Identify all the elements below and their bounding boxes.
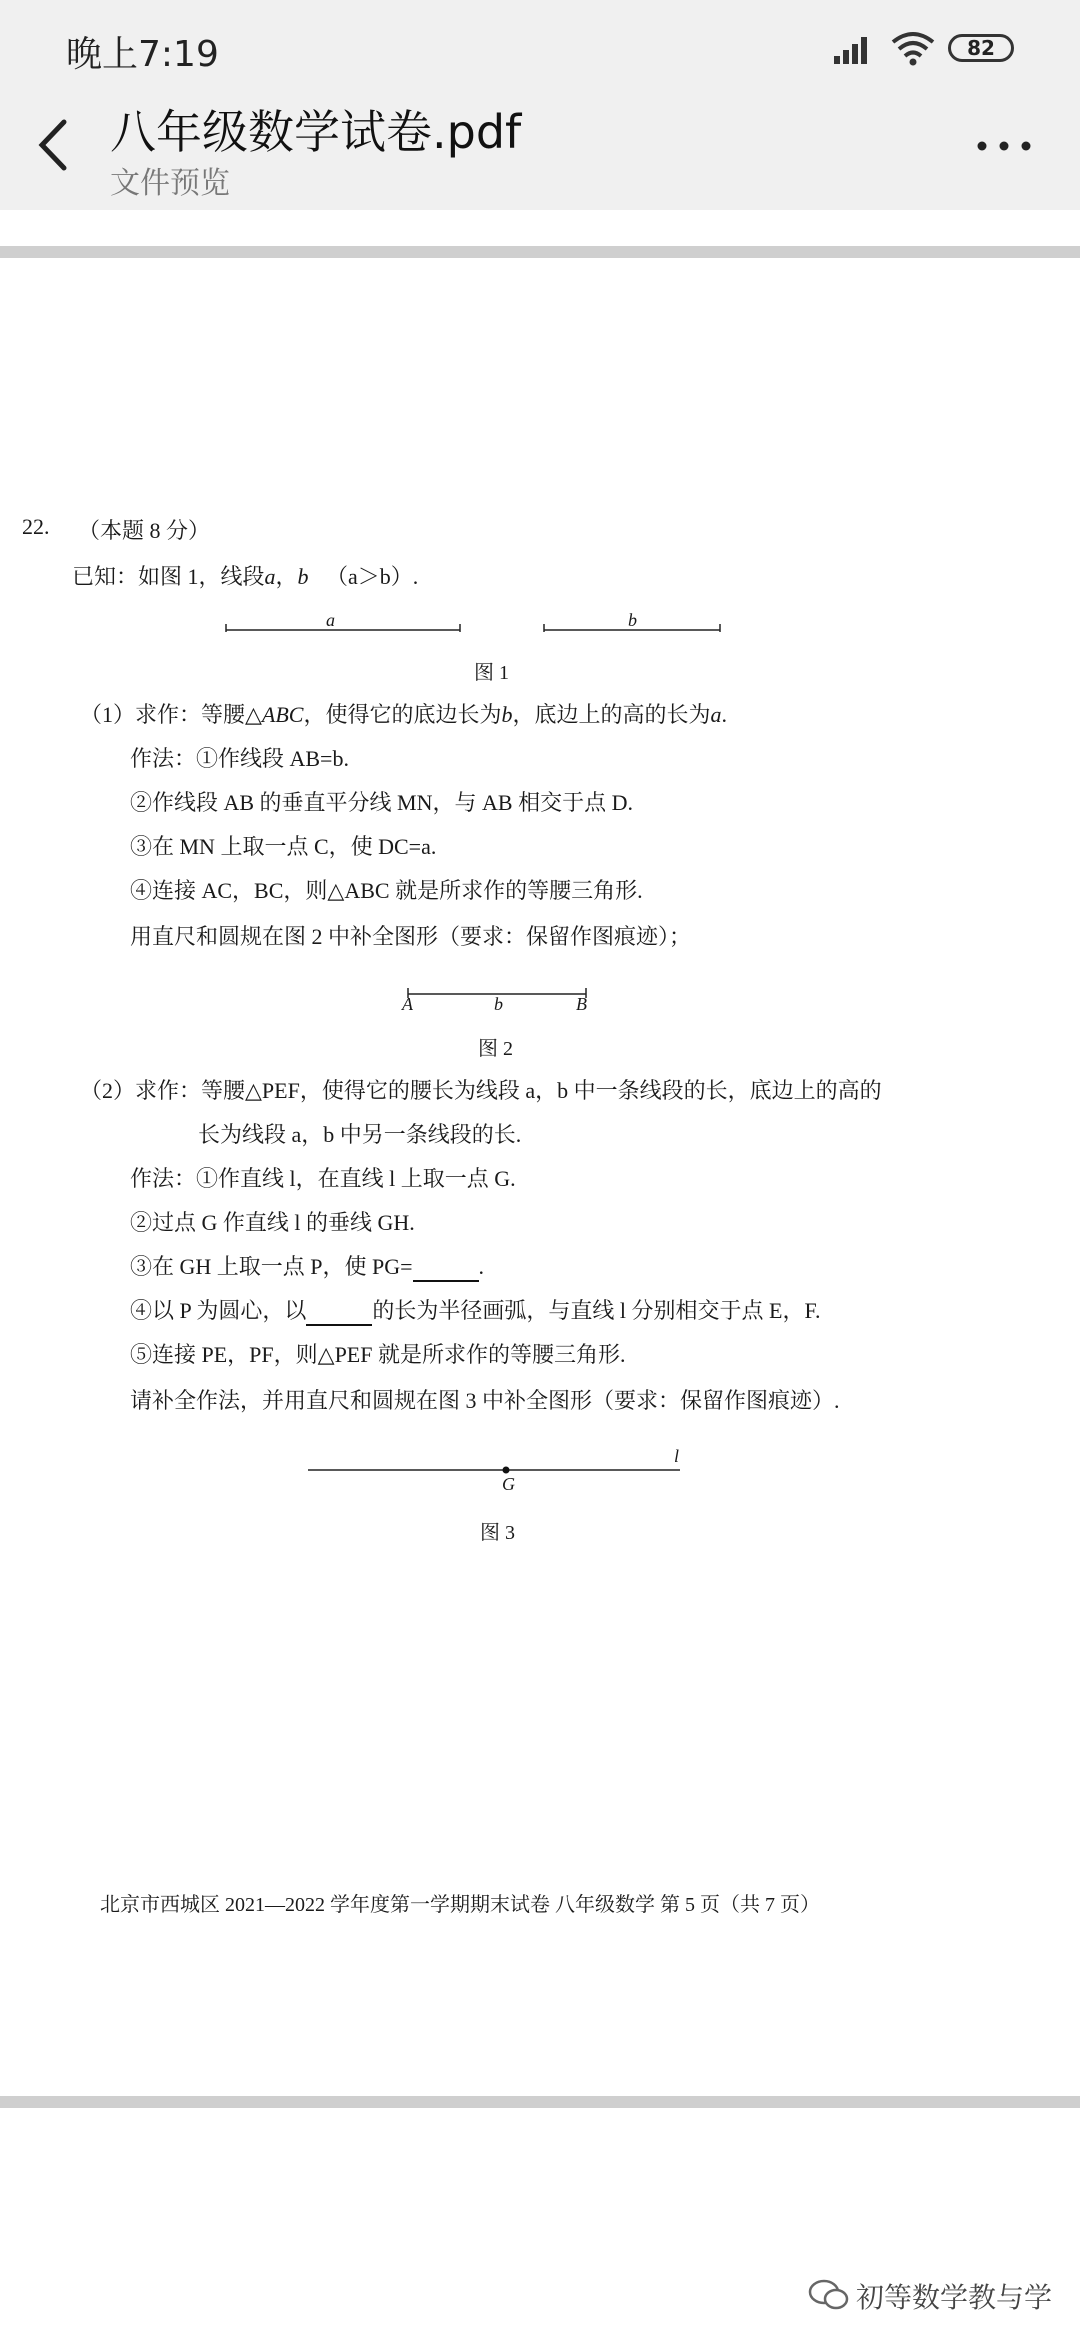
given-line: 已知：如图 1，线段a，b （a＞b）. <box>72 564 419 589</box>
fig3-caption: 图 3 <box>480 1522 515 1544</box>
wechat-icon <box>808 2278 850 2312</box>
problem-score: （本题 8 分） <box>78 518 211 543</box>
answer-blank-2[interactable] <box>306 1298 372 1326</box>
page-footer: 北京市西城区 2021—2022 学年度第一学期期末试卷 八年级数学 第 5 页（共 7 页） <box>100 1894 820 1916</box>
part1-title-end: . <box>721 702 728 727</box>
part1-title-prefix: （1）求作：等腰△ <box>80 702 262 727</box>
more-icon[interactable] <box>974 136 1034 156</box>
fig2-label-b: b <box>494 994 503 1014</box>
figure-1 <box>220 606 730 636</box>
given-var-b: b <box>297 564 309 589</box>
given-condition: （a＞b）. <box>326 564 419 589</box>
page-divider-bottom <box>0 2096 1080 2108</box>
page-subtitle: 文件预览 <box>110 166 230 201</box>
fig3-label-l: l <box>674 1446 680 1466</box>
part1-title-mid: ，使得它的底边长为 <box>303 702 502 727</box>
part2-step-4-prefix: ④以 P 为圆心，以 <box>130 1298 307 1323</box>
page-title: 八年级数学试卷.pdf <box>110 105 522 159</box>
part2-step-3-prefix: ③在 GH 上取一点 P，使 PG= <box>130 1254 413 1279</box>
part1-triangle: ABC <box>261 702 304 727</box>
part2-line-1: （2）求作：等腰△PEF，使得它的腰长为线段 a，b 中一条线段的长，底边上的高的 <box>80 1078 882 1103</box>
part1-step-1: 作法：①作线段 AB=b. <box>130 746 349 771</box>
given-var-a: a <box>264 564 276 589</box>
part2-instruction: 请补全作法，并用直尺和圆规在图 3 中补全图形（要求：保留作图痕迹）. <box>130 1388 840 1413</box>
app-header <box>0 0 1080 210</box>
part1-step-2: ②作线段 AB 的垂直平分线 MN，与 AB 相交于点 D. <box>130 790 633 815</box>
part1-title-mid2: ，底边上的高的长为 <box>512 702 711 727</box>
part2-step-4 <box>130 1294 820 1326</box>
fig1-label-b: b <box>628 610 637 630</box>
signal-icon <box>834 34 874 64</box>
page-divider-top <box>0 246 1080 258</box>
fig3-label-G: G <box>502 1474 515 1494</box>
fig2-caption: 图 2 <box>478 1038 513 1060</box>
part2-step-5: ⑤连接 PE，PF，则△PEF 就是所求作的等腰三角形. <box>130 1342 626 1367</box>
fig2-label-A: A <box>402 994 413 1014</box>
battery-level: 82 <box>967 36 995 60</box>
fig2-label-B: B <box>576 994 587 1014</box>
back-chevron-icon[interactable] <box>30 110 80 180</box>
part1-step-3: ③在 MN 上取一点 C，使 DC=a. <box>130 834 437 859</box>
part1-var-a: a <box>710 702 722 727</box>
part2-step-4-suffix: 的长为半径画弧，与直线 l 分别相交于点 E，F. <box>372 1298 821 1323</box>
part2-line-2: 长为线段 a，b 中另一条线段的长. <box>198 1122 522 1147</box>
part2-step-1: 作法：①作直线 l，在直线 l 上取一点 G. <box>130 1166 516 1191</box>
part1-var-b: b <box>501 702 513 727</box>
watermark-text: 初等数学教与学 <box>856 2281 1053 2314</box>
problem-number: 22. <box>22 514 50 539</box>
part2-step-3 <box>130 1250 484 1282</box>
answer-blank-1[interactable] <box>413 1254 479 1282</box>
part1-step-4: ④连接 AC，BC，则△ABC 就是所求作的等腰三角形. <box>130 878 643 903</box>
fig1-caption: 图 1 <box>474 662 509 684</box>
part1-title <box>80 698 727 729</box>
part2-step-3-suffix: . <box>478 1254 485 1279</box>
given-prefix: 已知：如图 1，线段 <box>72 564 265 589</box>
part2-step-2: ②过点 G 作直线 l 的垂线 GH. <box>130 1210 415 1235</box>
status-time: 晚上7:19 <box>66 34 219 75</box>
fig1-label-a: a <box>326 610 335 630</box>
battery-icon <box>948 34 1014 62</box>
figure-3 <box>308 1462 688 1482</box>
wifi-icon <box>890 30 936 66</box>
part1-instruction: 用直尺和圆规在图 2 中补全图形（要求：保留作图痕迹）； <box>130 924 692 949</box>
